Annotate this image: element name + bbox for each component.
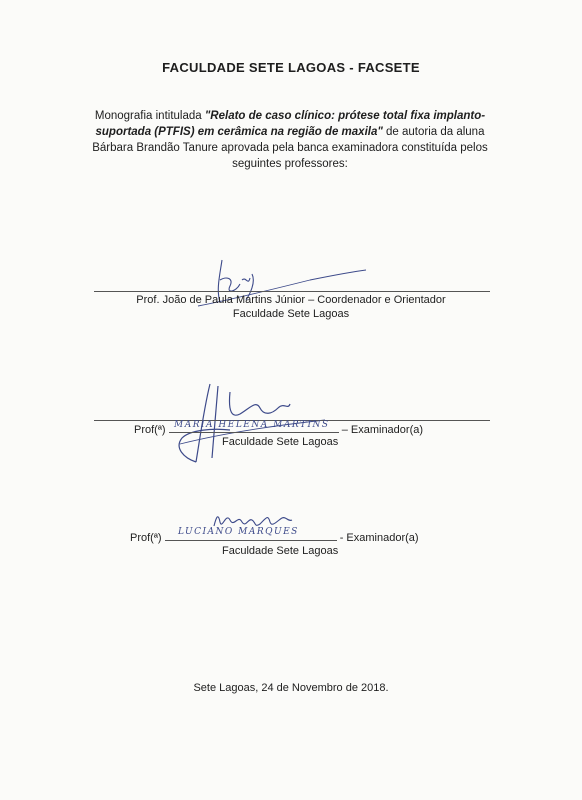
examiner-2-prefix: Prof(ª) [130, 532, 162, 544]
examiner-1-institution: Faculdade Sete Lagoas [222, 436, 339, 448]
examiner-1-prefix: Prof(ª) [134, 424, 166, 436]
examiner-2-institution: Faculdade Sete Lagoas [222, 545, 339, 557]
examiner-1-role: – Examinador(a) [341, 424, 424, 436]
examiner-2-handwritten-name: LUCIANO MARQUES [178, 527, 299, 537]
examiner-1-handwritten-name: MARIA HELENA MARTINS [174, 420, 330, 430]
page-title: FACULDADE SETE LAGOAS - FACSETE [162, 60, 420, 75]
advisor-institution: Faculdade Sete Lagoas [232, 308, 350, 320]
place-date: Sete Lagoas, 24 de Novembro de 2018. [193, 682, 389, 694]
advisor-role: Prof. João de Paula Martins Júnior – Coordenador e Orientador [136, 294, 446, 306]
examiner-2-role: - Examinador(a) [339, 532, 419, 544]
statement-prefix: Monografia intitulada [94, 110, 205, 122]
approval-statement [74, 108, 506, 172]
signature-line [94, 291, 490, 292]
statement-suffix: de autoria da aluna Bárbara Brandão Tanure aprovada pela banca examinadora constituída pelos seguintes professores: [92, 126, 488, 170]
thesis-title: "Relato de caso clínico: prótese total fixa implanto-suportada (PTFIS) em cerâmica na região de maxila" [95, 110, 486, 138]
examiner-1-name-line [169, 432, 339, 433]
examiner-2-name-line [165, 540, 337, 541]
